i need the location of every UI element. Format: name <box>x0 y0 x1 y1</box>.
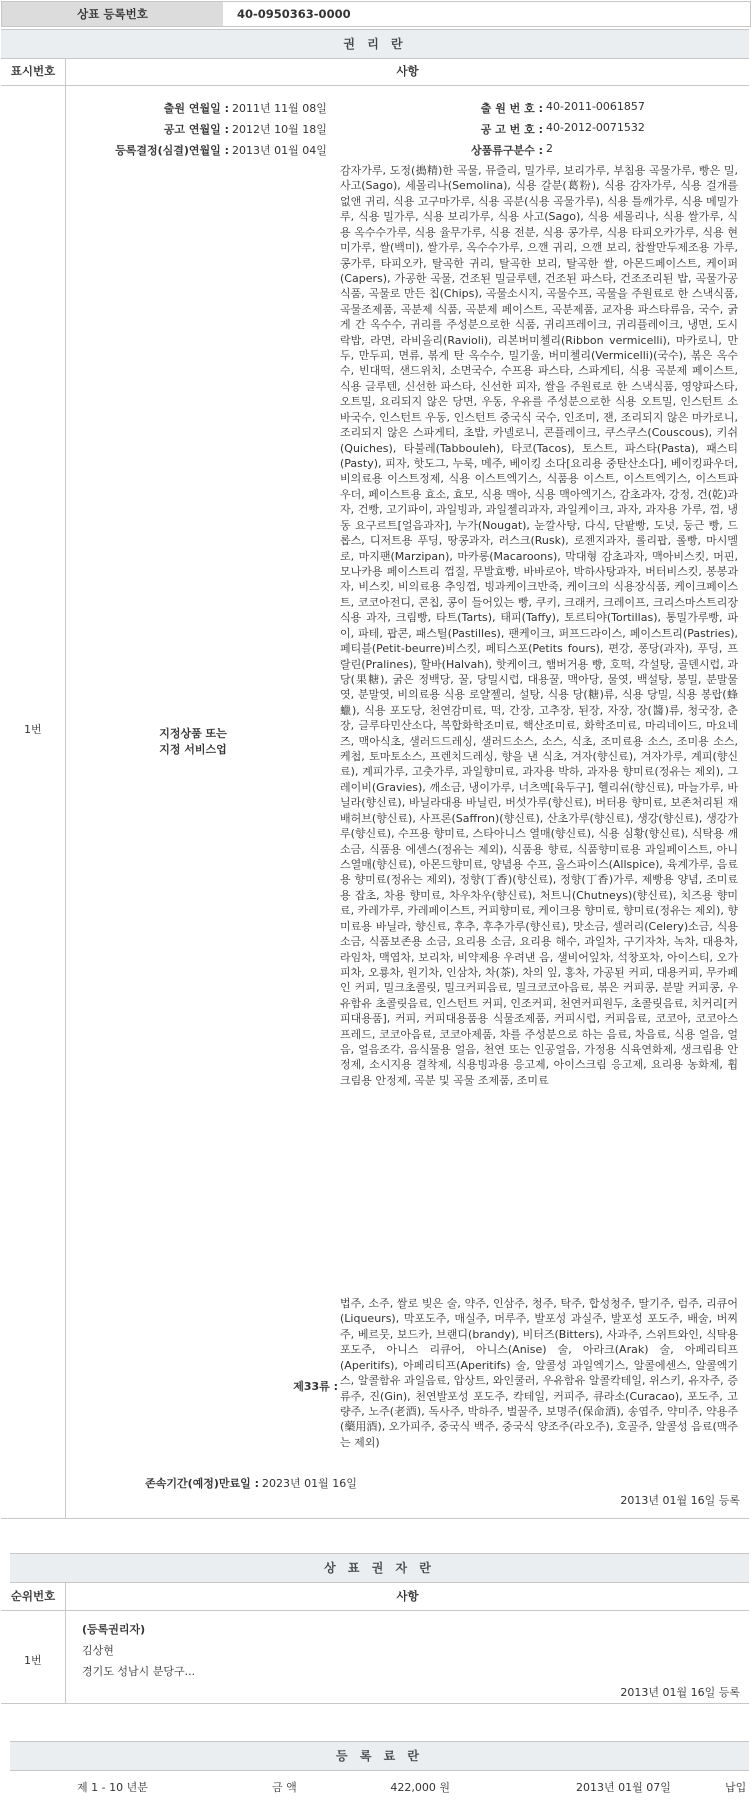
publication-number-value: 40-2012-0071532 <box>546 121 645 134</box>
owner-registered-note: 2013년 01월 16일 등록 <box>620 1686 740 1699</box>
publication-date-value: 2012년 10월 18일 <box>232 123 327 136</box>
col-display-number: 표시번호 <box>1 58 66 85</box>
col-owner-items: 사항 <box>396 1589 419 1603</box>
fee-payment-status: 납입 <box>725 1781 747 1794</box>
decision-date-label: 등록결정(심결)연월일 : <box>115 144 229 157</box>
filing-date-label: 출원 연월일 : <box>163 102 229 115</box>
expiry-date-label: 존속기간(예정)만료일 : <box>145 1477 259 1490</box>
rights-column-header <box>1 58 749 86</box>
class-count-value: 2 <box>546 142 553 155</box>
fee-amount-label: 금 액 <box>272 1781 297 1794</box>
owner-section-title: 상 표 권 자 란 <box>10 1553 749 1583</box>
rights-row-number: 1번 <box>24 723 42 736</box>
application-number-label: 출 원 번 호 : <box>480 102 543 115</box>
decision-date-value: 2013년 01월 04일 <box>232 144 327 157</box>
owner-heading: (등록권리자) <box>82 1623 146 1636</box>
owner-name: 김상현 <box>82 1644 114 1657</box>
owner-column-header <box>1 1583 749 1611</box>
designated-goods-label-line2: 지정 서비스업 <box>159 743 227 756</box>
designated-goods-label-line1: 지정상품 또는 <box>159 727 227 740</box>
class33-label: 제33류 : <box>293 1380 338 1393</box>
owner-bottom-border <box>1 1703 749 1704</box>
class30-goods-list: 감자가루, 도정(搗精)한 곡물, 뮤즐리, 밀가루, 보리가루, 부침용 곡물가루, 빵은 밀, 사고(Sago), 세몰리나(Semolina), 식용 갈분(葛粉), 식용 감자가루, 식용 걸개를 없앤 귀리, 식용 고구마가루, 식용 곡분(식용 곡물가루), 식용 틀깨가루, 식용 메밀가루, 식용 밀가루, 식용 보리가루, 식용 사고(Sago), 식용 세몰리나, 식용 쌀가루, 식용 옥수수가루, 식용 율무가루, 식용 전분, 식용 콩가루, 식용 타피오카가루, 식용 현미가루, 쌀(백미), 쌀가루, 옥수수가루, 으깬 귀리, 으깬 보리, 찹쌀만두제조용 가루, 콩가루, 타피오카, 탈곡한 귀리, 탈곡한 보리, 탈곡한 쌀, 아몬드페이스트, 케이퍼(Capers), 가공한 곡물, 건조된 밀글루텐, 건조된 파스타, 건조조리된 밥, 곡물가공식품, 곡물로 만든 칩(Chips), 곡물소시지, 곡물수프, 곡물을 주원료로 한 스낵식품, 곡물조제품, 곡분제 식품, 곡분제 페이스트, 곡분제품, 교자용 파스타류음, 국수, 굵게 간 옥수수, 귀리를 주성분으로한 식품, 귀리프레이크, 귀리플레이크, 냉면, 도시락밥, 라면, 라비올리(Ravioli), 리본버미첼리(Ribbon vermicelli), 마카로니, 만두, 만두피, 면류, 볶게 탄 옥수수, 밀기울, 버미첼리(Vermicelli)(국수), 볶은 옥수수, 빈대떡, 샌드위치, 소면국수, 수프용 파스타, 스파게티, 식용 곡분제 페이스트, 식용 글루텐, 신선한 파스타, 신선한 피자, 쌀을 주원료로 한 스낵식품, 영양파스타, 오트밀, 요리되지 않은 당면, 우동, 우유를 주성분으로한 식용 오트밀, 인스턴트 소바국수, 인스턴트 우동, 인스턴트 중국식 국수, 인조미, 잰, 조리되지 않은 마카로니, 조리되지 않은 스파게티, 초밥, 카넬로니, 콘플레이크, 쿠스쿠스(Couscous), 키쉬(Quiches), 타불레(Tabbouleh), 타코(Tacos), 토스트, 파스타(Pasta), 패스티(Pasty), 피자, 핫도그, 누룩, 메주, 베이킹 소다[요리용 중탄산소다], 베이킹파우더, 비의료용 이스트정제, 식용 이스트엑기스, 식품용 이스트, 이스트엑기스, 이스트파우더, 페이스트용 효소, 효모, 식용 맥아, 식용 맥아엑기스, 감초과자, 강정, 건(乾)과자, 건빵, 고기파이, 과일빙과, 과일젤리과자, 과일케이크, 과자, 과자용 가루, 껌, 냉동 요구르트[얼음과자], 누가(Nougat), 눈깔사탕, 다식, 단팥빵, 도넛, 둥근 빵, 드롭스, 디저트용 푸딩, 땅콩과자, 러스크(Rusk), 로젠지과자, 롤리팝, 롤빵, 마시멜로, 마지팬(Marzipan), 마카롱(Macaroons), 막대형 감초과자, 맥아비스킷, 머핀, 모나카용 페이스트리 껍질, 무발효빵, 바바로아, 박하사탕과자, 버터비스킷, 봉봉과자, 비스킷, 비의료용 추잉껌, 빙과케이크반죽, 케이크의 식용장식품, 케이크페이스트, 코코아전디, 콘칩, 콩이 들어있는 빵, 쿠키, 크래커, 크레이프, 크리스마스트리장식용 과자, 크림빵, 타트(Tarts), 태피(Taffy), 토르티야(Tortillas), 통밀가루빵, 파이, 파테, 팝콘, 패스틸(Pastilles), 팬케이크, 퍼프드라이스, 페이스트리(Pastries), 페티블(Petit-beurre)비스킷, 페티스포(Petits fours), 편강, 퐁당(과자), 푸딩, 프랄린(Pralines), 할바(Halvah), 핫케이크, 햄버거용 빵, 호떡, 각설탕, 골덴시럽, 과당(果糖), 굵은 정백당, 꿀, 당밀시럽, 대용꿀, 맥아당, 물엿, 백설탕, 봉밀, 분말물엿, 분말엿, 비의료용 식용 로얄젤리, 설탕, 식용 당(糖)류, 식용 당밀, 식용 봉랍(蜂蠟), 식용 포도당, 천연감미료, 떡, 간장, 고추장, 된장, 자장, 장(醬)류, 청국장, 춘장, 글루타민산소다, 복합화학조미료, 핵산조미료, 화학조미료, 마리네이드, 마요네즈, 맥아식초, 샐러드드레싱, 샐러드소스, 소스, 식초, 조미료용 소스, 조미용 소스, 케첩, 토마토소스, 프렌치드레싱, 향을 낸 식초, 겨자(향신료), 겨자가루, 계피(향신료), 계피가루, 고춧가루, 과일향미료, 과자용 박하, 과자용 향미료(정유는 제외), 그레이비(Gravies), 깨소금, 냉이가루, 너츠멕[육두구], 헬리쉬(향신료), 마늘가루, 바닐라(향신료), 바닐라대용 바닐린, 버섯가루(향신료), 버터용 향미료, 보존처리된 재배허브(향신료), 사프론(Saffron)(향신료), 산초가루(향신료), 생강(향신료), 생강가루(향신료), 수프용 향미료, 스타아니스 열매(향신료), 식용 심황(향신료), 식탁용 깨소금, 식품용 에센스(정유는 제외), 식품용 향료, 식품향미료용 과일페이스트, 아니스열매(향신료), 아몬드향미료, 양념용 수프, 올스파이스(Allspice), 육계가루, 음료용 향미료(정유는 제외), 정향(丁香)(향신료), 정향(丁香)가루, 제빵용 양념, 조미료용 잡초, 차용 향미료, 차우차우(향신료), 처트니(Chutneys)(향신료), 치즈용 향미료, 카레가루, 카레페이스트, 커피향미료, 케이크용 향미료, 향미료(정유는 제외), 향미료용 바닐라, 향신료, 후추, 후추가루(향신료), 맛소금, 셀러리(Celery)소금, 식용 소금, 식품보존용 소금, 요리용 소금, 요리용 해수, 과일차, 구기자차, 녹차, 대용차, 라임차, 맥엽차, 보리차, 비약제용 우려낸 음, 샐비어잎차, 석창포차, 아이스티, 오가피차, 오룡차, 원기차, 인삼차, 차(茶), 차의 잎, 홍차, 가공된 커피, 대용커피, 무카페인 커피, 밀크초콜릿, 밀크커피음료, 밀크코코아음료, 볶은 커피콩, 분말 커피콩, 우유함유 초콜릿음료, 인스턴트 커피, 인조커피, 천연커피원두, 초콜릿음료, 치커리[커피대용품], 커피, 커피대용품용 식물조제품, 커피시럽, 커피음료, 코코아, 코코아스프레드, 코코아음료, 코코아제품, 차를 주성분으로 하는 음료, 차음료, 식용 얼음, 얼음, 얼음조각, 음식물용 얼음, 천연 또는 인공얼음, 가정용 식육연화제, 생크림용 안정제, 소시지용 결착제, 식용빙과용 응고제, 아이스크림 응고제, 요리용 농화제, 휩크림용 안정제, 곡분 및 곡물 조제품, 조미료 <box>340 164 738 1087</box>
fee-section-title: 등 록 료 란 <box>10 1741 749 1771</box>
designated-goods-label <box>138 726 248 758</box>
rights-bottom-border <box>1 1518 749 1519</box>
class-count-label: 상품류구분수 : <box>471 144 543 157</box>
publication-date-label: 공고 연월일 : <box>163 123 229 136</box>
rights-registered-note: 2013년 01월 16일 등록 <box>620 1494 740 1507</box>
rights-section-title: 권 리 란 <box>1 29 749 59</box>
owner-row-number: 1번 <box>24 1654 42 1667</box>
rights-column-divider <box>65 86 66 1518</box>
registration-number-label: 상표 등록번호 <box>2 2 223 26</box>
registration-number-value: 40-0950363-0000 <box>237 7 351 21</box>
fee-period: 제 1 - 10 년분 <box>77 1781 148 1794</box>
registration-number-row <box>1 1 751 27</box>
expiry-date-value: 2023년 01월 16일 <box>262 1477 357 1490</box>
publication-number-label: 공 고 번 호 : <box>480 123 543 136</box>
col-rank-number: 순위번호 <box>1 1583 66 1610</box>
col-items: 사항 <box>396 64 419 78</box>
application-number-value: 40-2011-0061857 <box>546 100 645 113</box>
fee-amount-value: 422,000 원 <box>390 1781 450 1794</box>
fee-payment-date: 2013년 01월 07일 <box>576 1781 671 1794</box>
class33-goods-list: 법주, 소주, 쌀로 빚은 술, 약주, 인삼주, 청주, 탁주, 합성청주, 딸기주, 럼주, 리큐어(Liqueurs), 막포도주, 매실주, 머루주, 발포성 과실주, 발포성 포도주, 배술, 버찌주, 베르뭇, 보드카, 브랜디(brandy), 비터즈(Bitters), 사과주, 스위트와인, 식탁용 포도주, 아니스 리큐어, 아니스(Anise) 술, 아라크(Arak) 술, 아페리티프(Aperitifs), 아페리티프(Aperitifs) 술, 알콜성 과일엑기스, 알콜에센스, 알콜엑기스, 알콜함유 과일음료, 압상트, 와인쿨러, 우유함유 알콜칵테일, 위스키, 유자주, 증류주, 진(Gin), 천연발포성 포도주, 칵테일, 커피주, 큐라소(Curacao), 포도주, 고량주, 노주(老酒), 독사주, 박하주, 벌꿀주, 보명주(保命酒), 송엽주, 약미주, 약용주(藥用酒), 오가피주, 중국식 백주, 중국식 양조주(라오주), 호골주, 알콜성 음료(맥주는 제외) <box>340 1297 738 1449</box>
owner-column-divider <box>65 1611 66 1703</box>
owner-address: 경기도 성남시 분당구... <box>82 1665 196 1678</box>
filing-date-value: 2011년 11월 08일 <box>232 102 327 115</box>
